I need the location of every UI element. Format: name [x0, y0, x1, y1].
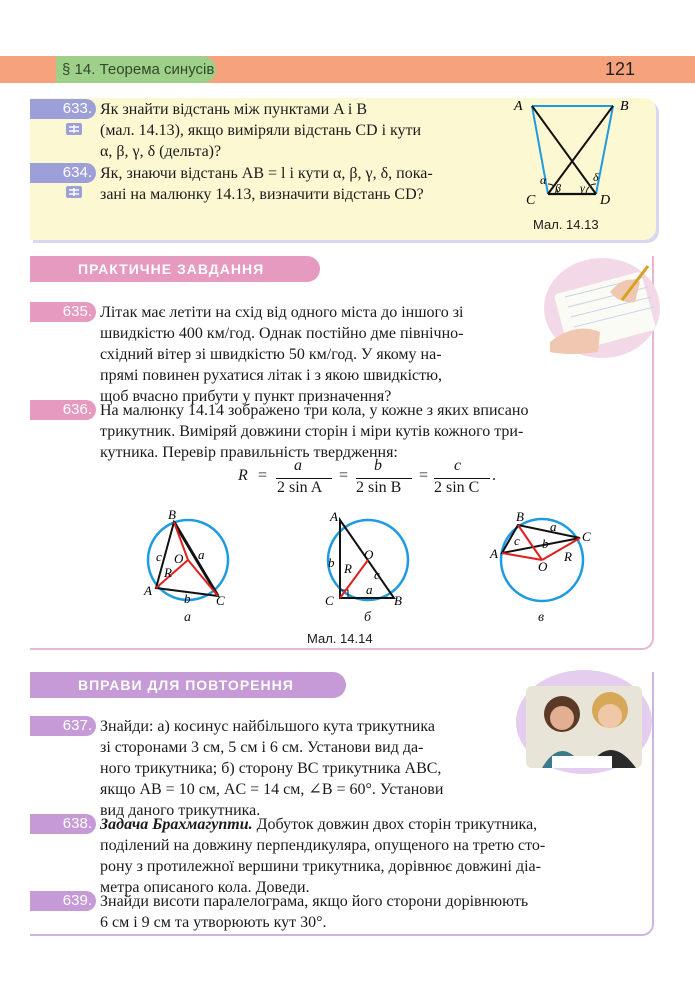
svg-text:A: A: [330, 509, 338, 524]
figure-14-14-b: [318, 505, 418, 617]
problem-number-637: 637.: [30, 716, 96, 736]
svg-text:R: R: [564, 549, 572, 564]
writing-hand-photo: [540, 252, 665, 362]
page-number: 121: [605, 59, 636, 79]
svg-text:B: B: [516, 509, 524, 524]
problem-635-text: Літак має летіти на схід від одного міста до іншого зі швидкістю 400 км/год. Однак постійно дме північно- східний вітер зі швидкістю 50 км/год. У якому на- прямі повинен рухатися літак і з якою швидкістю, щоб вчасно прибути у пункт призначення?: [100, 304, 464, 405]
problem-number-633: 633.: [30, 99, 96, 119]
problem-638-text: Задача Брахмагупти. Добуток довжин двох сторін трикутника, поділений на довжину перпендикуляра, опущеного на третю сто- рону з протилежної вершини трикутника, дорівнює довжині діа- метра описаного кола. Доведи.: [100, 816, 546, 896]
problem-number-636: 636.: [30, 400, 96, 420]
svg-text:C: C: [216, 593, 225, 608]
repeat-heading: ВПРАВИ ДЛЯ ПОВТОРЕННЯ: [30, 672, 346, 698]
svg-text:O: O: [538, 559, 548, 574]
svg-text:C: C: [325, 593, 334, 608]
figure-14-14-a: [140, 505, 250, 617]
problem-639-text: Знайди висоти паралелограма, якщо його сторони дорівнюють 6 см і 9 см та утворюють кут 30°.: [100, 893, 529, 931]
svg-text:a: a: [550, 519, 557, 534]
problem-number-639: 639.: [30, 891, 96, 911]
label-C: C: [526, 193, 536, 208]
label-A: A: [514, 99, 523, 114]
label-B: B: [620, 99, 629, 114]
label-D: D: [600, 193, 611, 208]
svg-text:B: B: [168, 507, 176, 522]
problem-636-text: На малюнку 14.14 зображено три кола, у кожне з яких вписано трикутник. Виміряй довжини сторін і міри кутів кожного три- кутника. Перевір правильність твердження:: [100, 402, 529, 461]
svg-text:R: R: [344, 561, 352, 576]
svg-text:R: R: [164, 565, 172, 580]
svg-text:a: a: [198, 547, 205, 562]
label-beta: β: [555, 181, 561, 195]
students-photo: [512, 666, 654, 778]
figure-14-14-caption: Мал. 14.14: [307, 631, 373, 646]
figure-14-14-c: [486, 505, 598, 617]
subcaption-a: а: [184, 610, 191, 625]
brain-icon: [64, 185, 84, 199]
subcaption-b: б: [364, 610, 372, 625]
problem-634-text: Як, знаючи відстань AB = l і кути α, β, γ, δ, пока- зані на малюнку 14.13, визначити відстань CD?: [100, 165, 433, 203]
figure-14-13-caption: Мал. 14.13: [533, 217, 599, 232]
label-delta: δ: [593, 170, 599, 184]
label-alpha: α: [540, 173, 547, 187]
svg-text:c: c: [514, 533, 520, 548]
svg-text:A: A: [490, 546, 498, 561]
svg-text:a: a: [366, 582, 373, 597]
problem-637-text: Знайди: а) косинус найбільшого кута трикутника зі сторонами 3 см, 5 см і 6 см. Установи вид да- ного трикутника; б) сторону BC трикутника ABC, якщо AB = 10 см, AC = 14 см, ∠B = 60°. Установи вид даного трикутника.: [100, 718, 444, 819]
sine-law-formula: R = a 2 sin A = b 2 sin B = c 2 sin C .: [238, 457, 496, 496]
svg-text:O: O: [174, 551, 184, 566]
subcaption-c: в: [538, 610, 545, 625]
problem-number-635: 635.: [30, 302, 96, 322]
svg-text:C: C: [582, 529, 591, 544]
svg-text:B: B: [394, 593, 402, 608]
figure-14-13: [510, 96, 640, 214]
svg-text:A: A: [144, 583, 152, 598]
problem-633-text: Як знайти відстань між пунктами A і B (мал. 14.13), якщо виміряли відстань CD і кути α, β, γ, δ (дельта)?: [100, 101, 422, 160]
brain-icon: [64, 122, 84, 136]
label-gamma: γ: [580, 181, 585, 195]
svg-text:b: b: [542, 536, 549, 551]
practice-heading: ПРАКТИЧНЕ ЗАВДАННЯ: [30, 256, 320, 282]
svg-text:c: c: [156, 549, 162, 564]
svg-text:b: b: [328, 555, 335, 570]
problem-number-638: 638.: [30, 814, 96, 834]
svg-text:b: b: [184, 591, 191, 606]
svg-text:c: c: [374, 567, 380, 582]
section-title: § 14. Теорема синусів: [62, 61, 215, 78]
svg-text:O: O: [364, 547, 374, 562]
problem-number-634: 634.: [30, 163, 96, 183]
